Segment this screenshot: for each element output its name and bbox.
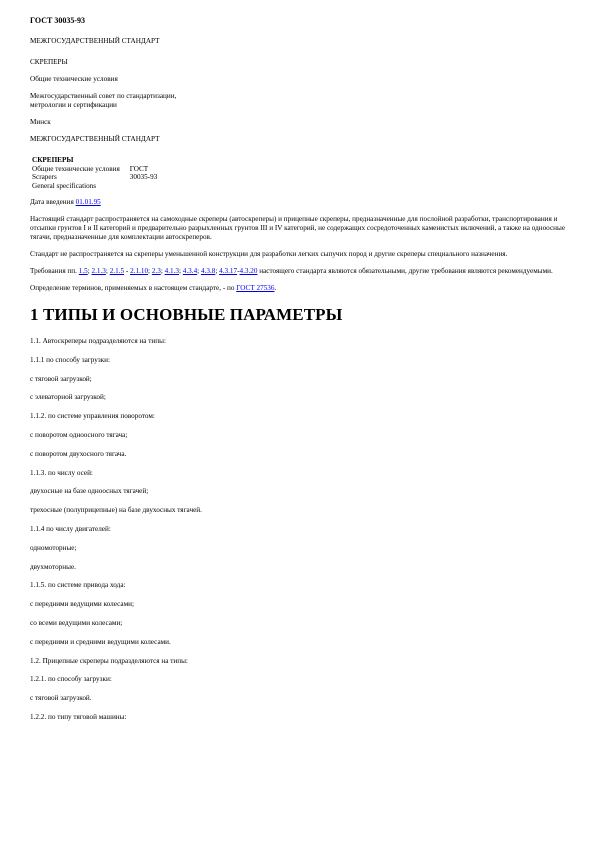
introduction-date-label: Дата введения <box>30 198 76 206</box>
requirement-link[interactable]: 4.3.17 <box>219 267 238 275</box>
section-1-line: 1.1.4 по числу двигателей: <box>30 524 111 533</box>
requirement-separator: ; <box>148 267 152 275</box>
requirement-link[interactable]: 2.1.3 <box>91 267 106 275</box>
section-1-line: 1.2. Прицепные скреперы подразделяются на типы: <box>30 656 188 665</box>
section-1-line: одномоторные; <box>30 543 77 552</box>
requirement-link[interactable]: 4.3.8 <box>200 267 216 275</box>
section-1-line: трехосные (полуприцепные) на базе двухосных тягачей. <box>30 506 202 515</box>
city-label: Минск <box>30 118 51 126</box>
section-1-line: двухмоторные. <box>30 562 76 571</box>
title-block-ru-title: СКРЕПЕРЫ <box>32 156 74 164</box>
introduction-date <box>30 198 570 207</box>
requirement-link[interactable]: 2.1.10 <box>130 267 149 275</box>
section-1-heading: 1 ТИПЫ И ОСНОВНЫЕ ПАРАМЕТРЫ <box>30 305 343 324</box>
requirement-separator: ; <box>105 267 110 275</box>
requirement-separator: ; <box>215 267 220 275</box>
title-block-en-title: Scrapers <box>32 173 57 181</box>
title-block-ru-subtitle: Общие технические условия <box>32 164 120 173</box>
requirements-prefix: Требования пп. <box>30 267 79 275</box>
requirement-separator: - <box>237 267 240 275</box>
section-1-line: 1.1. Автоскреперы подразделяются на типы: <box>30 337 166 345</box>
section-1-line: 1.1.5. по системе привода хода: <box>30 581 126 590</box>
interstate-standard-label-2: МЕЖГОСУДАРСТВЕННЫЙ СТАНДАРТ <box>30 135 160 143</box>
title-block-en-subtitle: General specifications <box>32 181 97 190</box>
section-1-line: 1.1.2. по системе управления поворотом: <box>30 412 155 421</box>
section-1-line: 1.2.2. по типу тяговой машины: <box>30 712 127 721</box>
requirement-link[interactable]: 2.3 <box>151 267 161 275</box>
scope-paragraph: Настоящий стандарт распространяется на самоходные скреперы (автоскреперы) и прицепные скреперы, предназначенные для послойной разработки, транспортирования и отсыпки грунтов I и II категорий и предварительно разрыхленных грунтов III и IV категорий, не содержащих сосредоточенных каменистых включений, а также на одноосные тягачи, предназначенные для комплектации автоскреперов. <box>30 215 566 241</box>
section-1-line: с передними ведущими колесами; <box>30 600 134 609</box>
gost-number: ГОСТ 30035-93 <box>30 16 85 25</box>
council-line-1: Межгосударственный совет по стандартизации, <box>30 92 177 100</box>
title-block-gost-label: ГОСТ <box>129 164 149 173</box>
council-line-2: метрологии и сертификации <box>30 101 117 109</box>
requirements-paragraph <box>30 267 570 276</box>
requirements-suffix: настоящего стандарта являются обязательными, другие требования являются рекомендуемыми. <box>257 267 553 275</box>
section-1-line: двухосные на базе одноосных тягачей; <box>30 487 149 496</box>
terms-prefix: Определение терминов, применяемых в настоящем стандарте, - по <box>30 284 237 292</box>
requirement-link[interactable]: 4.1.3 <box>164 267 179 275</box>
section-1-line: с тяговой загрузкой; <box>30 374 92 383</box>
requirements-links <box>79 267 258 275</box>
terms-paragraph <box>30 284 570 293</box>
requirement-separator: ; <box>160 267 165 275</box>
section-1-line: 1.1.1 по способу загрузки: <box>30 355 111 364</box>
standard-title: СКРЕПЕРЫ <box>30 58 68 66</box>
section-1-line: с тяговой загрузкой. <box>30 694 92 703</box>
requirement-separator: - <box>124 267 131 275</box>
introduction-date-link[interactable]: 01.01.95 <box>75 198 101 206</box>
section-1-line: с поворотом одноосного тягача; <box>30 430 128 439</box>
document-page <box>30 12 570 732</box>
requirement-separator: ; <box>87 267 92 275</box>
title-block-gost-number: 30035-93 <box>129 173 158 181</box>
section-1-line: со всеми ведущими колесами; <box>30 618 123 627</box>
section-1-line: с передними и средними ведущими колесами. <box>30 637 171 646</box>
requirement-link[interactable]: 2.1.5 <box>109 267 125 275</box>
section-1-line: 1.1.3. по числу осей: <box>30 468 93 477</box>
terms-gost-link[interactable]: ГОСТ 27536 <box>236 284 275 292</box>
requirement-separator: ; <box>197 267 201 275</box>
terms-suffix: . <box>274 284 277 292</box>
section-1-line: с элеваторной загрузкой; <box>30 393 106 402</box>
section-1-list <box>30 337 570 722</box>
requirement-link[interactable]: 4.3.4 <box>182 267 198 275</box>
title-block-table <box>32 156 167 190</box>
section-1-line: 1.2.1. по способу загрузки: <box>30 675 112 684</box>
section-1-line: с поворотом двухосного тягача. <box>30 449 127 458</box>
requirement-link[interactable]: 1.5 <box>78 267 88 275</box>
interstate-standard-label: МЕЖГОСУДАРСТВЕННЫЙ СТАНДАРТ <box>30 37 160 45</box>
requirement-separator: ; <box>178 267 183 275</box>
requirement-link[interactable]: 4.3.20 <box>239 267 258 275</box>
standard-subtitle: Общие технические условия <box>30 75 118 83</box>
exclusion-paragraph: Стандарт не распространяется на скреперы уменьшенной конструкции для разработки легких сыпучих пород и другие скреперы специального назначения. <box>30 250 508 258</box>
